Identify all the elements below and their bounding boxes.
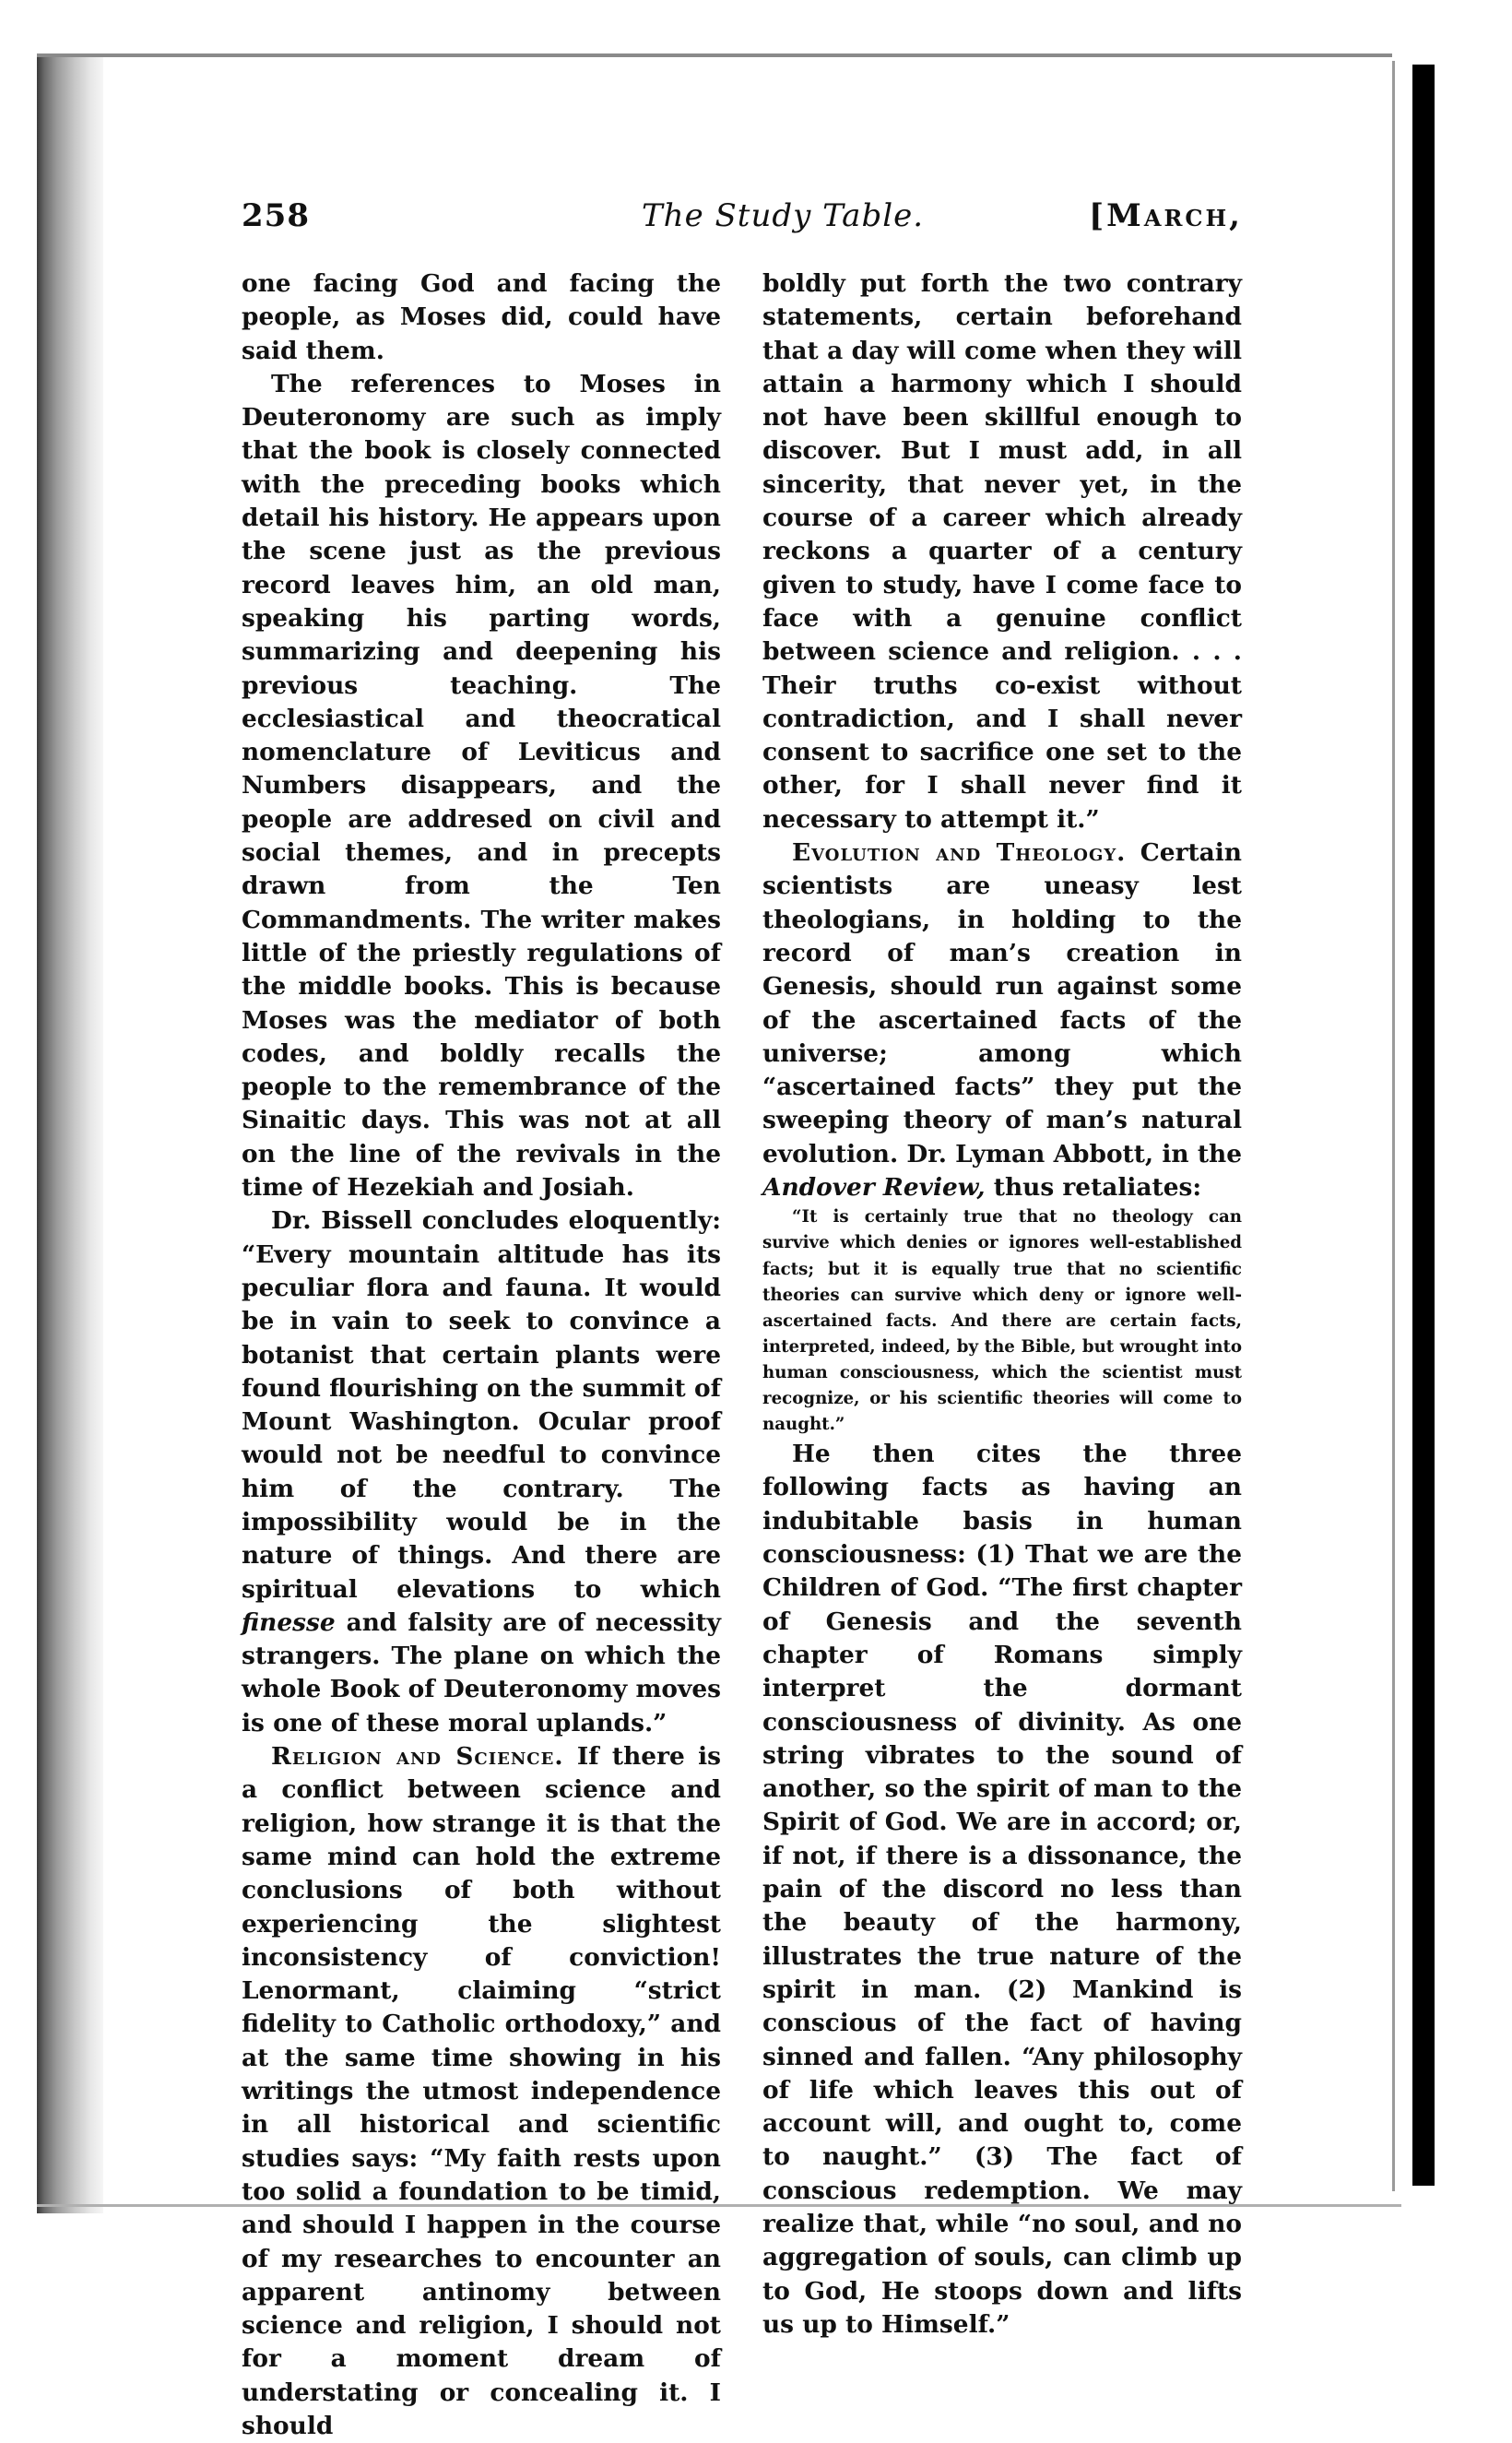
page-number: 258 xyxy=(242,197,310,234)
page-header xyxy=(242,197,1243,253)
religion-science-body: If there is a conflict between science and religion, how strange it is that the same mind can hold the extreme conclusions of both without experiencing the slightest inconsistency of conviction! Lenormant, claiming “strict fidelity to Catholic orthodoxy,” and at the same time showing in his writings the utmost independence in all historical and scientific studies says: “My faith rests upon too solid a foundation to be timid, and should I happen in the course of my researches to encounter an apparent antinomy between science and religion, I should not for a moment dream of understating or concealing it. I should xyxy=(242,1742,721,2440)
section-heading-religion-science: Religion and Science. xyxy=(271,1742,564,1772)
bissell-italic-word: finesse xyxy=(242,1607,336,1637)
paragraph-evolution-theology xyxy=(762,836,1242,1204)
evolution-text-start: Certain scientists are uneasy lest theologians, in holding to the record of man’s creation in Genesis, should run against some of the ascertained facts of the universe; among which “ascertained facts” they put the sweeping theory of man’s natural evolution. Dr. Lyman Abbott, in the xyxy=(762,838,1242,1168)
scan-right-border xyxy=(1412,65,1435,2186)
paragraph-three-facts: He then cites the three following facts as having an indubitable basis in human consciousness: (1) That we are the Children of God. “The first chapter of Genesis and the seventh chapter of Romans simply interpret the dormant consciousness of divinity. As one string vibrates to the sound of another, so the spirit of man to the Spirit of God. We are in accord; or, if not, if there is a dissonance, the pain of the discord no less than the beauty of the harmony, illustrates the true nature of the spirit in man. (2) Mankind is conscious of the fact of having sinned and fallen. “Any philosophy of life which leaves this out of account will, and ought to, come to naught.” (3) The fact of conscious redemption. We may realize that, while “no soul, and no aggregation of souls, can climb up to God, He stoops down and lifts us up to Himself.” xyxy=(762,1440,1242,2339)
right-column xyxy=(762,267,1242,2342)
left-column xyxy=(242,267,721,2443)
section-heading-evolution-theology: Evolution and Theology. xyxy=(792,838,1127,868)
header-date: [March, xyxy=(1089,197,1243,234)
bissell-text-end: and falsity are of necessity strangers. The plane on which the whole Book of Deuteronomy moves is one of these moral uplands.” xyxy=(242,1607,721,1737)
bissell-text-start: Dr. Bissell concludes eloquently: “Every mountain altitude has its peculiar flora and fauna. It would be in vain to seek to convince a botanist that certain plants were found flourishing on the summit of Mount Washington. Ocular proof would not be needful to convince him of the contrary. The impossibility would be in the nature of things. And there are spiritual elevations to which xyxy=(242,1206,721,1604)
page-right-edge xyxy=(1392,61,1395,2191)
andover-review-title: Andover Review, xyxy=(762,1173,986,1203)
paragraph-lenormant-continuation: boldly put forth the two contrary statements, certain beforehand that a day will come when they will attain a harmony which I should not have been skillful enough to discover. But I must add, in all sincerity, that never yet, in the course of a career which already reckons a quarter of a century given to study, have I come face to face with a genuine conflict between science and religion. . . . Their truths co-exist without contradiction, and I shall never consent to sacrifice one set to the other, for I shall never find it necessary to attempt it.” xyxy=(762,269,1242,834)
paragraph-deuteronomy-references: The references to Moses in Deuteronomy are such as imply that the book is closely connected with the preceding books which detail his history. He appears upon the scene just as the previous record leaves him, an old man, speaking his parting words, summarizing and deepening his previous teaching. The ecclesiastical and theocratical nomenclature of Leviticus and Numbers disappears, and the people are addresed on civil and social themes, and in precepts drawn from the Ten Commandments. The writer makes little of the priestly regulations of the middle books. This is because Moses was the mediator of both codes, and boldly recalls the people to the remembrance of the Sinaitic days. This was not at all on the line of the revivals in the time of Hezekiah and Josiah. xyxy=(242,369,721,1203)
page-top-edge xyxy=(37,53,1392,57)
abbott-block-quote: “It is certainly true that no theology can survive which denies or ignores well-established facts; but it is equally true that no scientific theories can survive which deny or ignore well-ascertained facts. And there are certain facts, interpreted, indeed, by the Bible, but wrought into human consciousness, which the scientist must recognize, or his scientific theories will come to naught.” xyxy=(762,1207,1242,1435)
evolution-text-end: thus retaliates: xyxy=(993,1173,1202,1203)
book-gutter-shadow xyxy=(37,55,103,2213)
running-title: The Study Table. xyxy=(642,197,925,234)
paragraph-continuation: one facing God and facing the people, as Moses did, could have said them. xyxy=(242,269,721,365)
paragraph-bissell-quote xyxy=(242,1204,721,1740)
paragraph-religion-and-science xyxy=(242,1740,721,2443)
